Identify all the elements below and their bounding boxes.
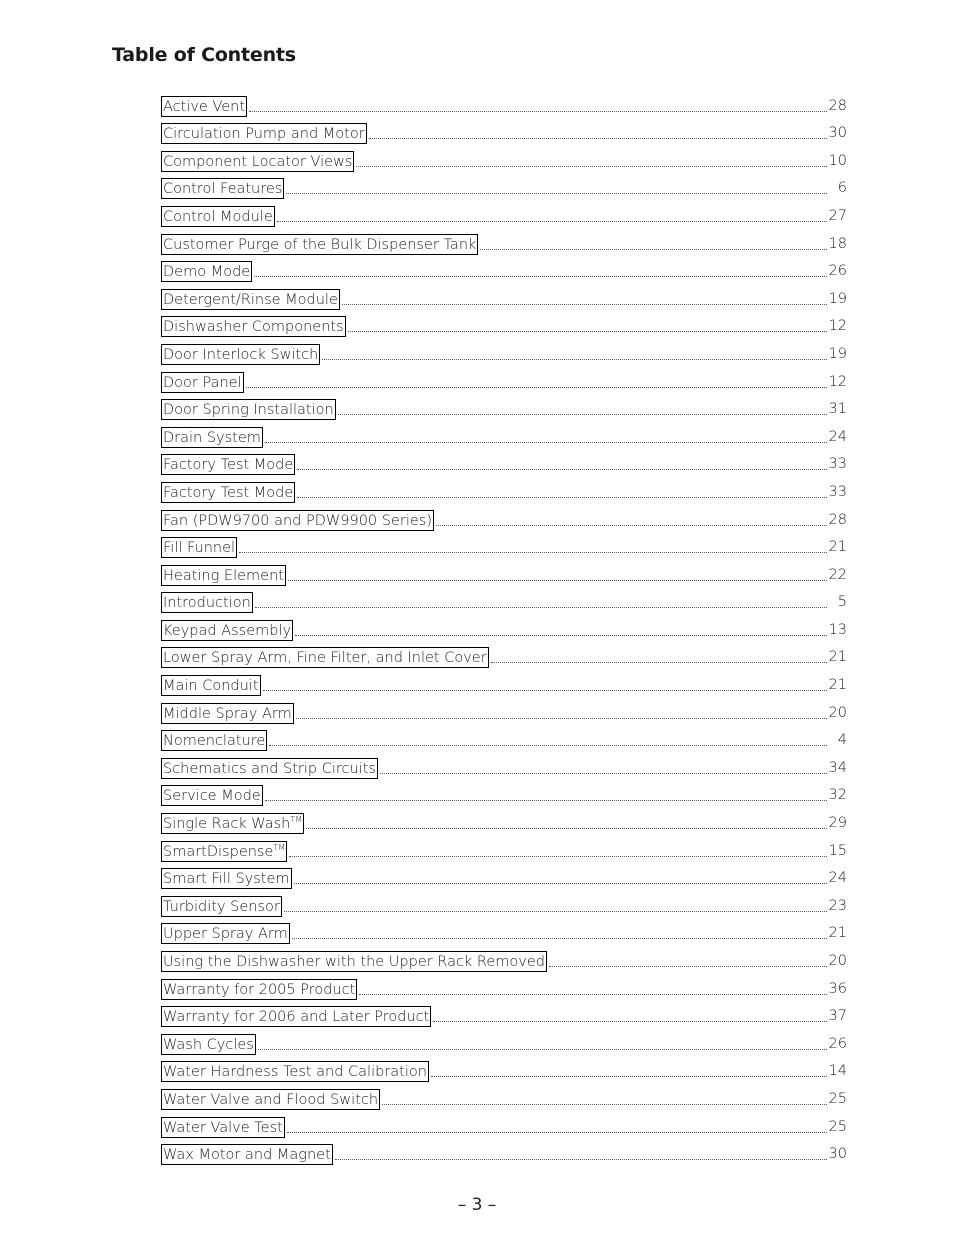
table-of-contents bbox=[161, 89, 847, 1165]
dot-leader bbox=[265, 799, 827, 801]
dot-leader bbox=[322, 358, 826, 360]
toc-entry bbox=[161, 531, 847, 559]
toc-entry-link[interactable] bbox=[161, 703, 294, 724]
toc-entry-label: Nomenclature bbox=[163, 733, 266, 750]
toc-entry-label: Keypad Assembly bbox=[163, 622, 292, 639]
toc-entry bbox=[161, 806, 847, 834]
toc-entry-label: Turbidity Sensor bbox=[163, 898, 280, 915]
dot-leader bbox=[286, 192, 827, 194]
toc-entry-label: Active Vent bbox=[163, 98, 246, 115]
dot-leader bbox=[277, 220, 827, 222]
toc-entry-page: 25 bbox=[828, 1118, 847, 1135]
toc-entry bbox=[161, 862, 847, 890]
toc-entry-link[interactable] bbox=[161, 399, 336, 420]
page-title: Table of Contents bbox=[112, 44, 296, 66]
toc-entry-label: Single Rack Wash bbox=[163, 816, 291, 833]
toc-entry-label: Upper Spray Arm bbox=[163, 926, 288, 943]
toc-entry bbox=[161, 282, 847, 310]
toc-entry-link[interactable] bbox=[161, 261, 252, 282]
toc-entry bbox=[161, 172, 847, 200]
dot-leader bbox=[549, 965, 827, 967]
toc-entry-label: Factory Test Mode bbox=[163, 484, 294, 501]
toc-entry-page: 20 bbox=[828, 704, 847, 721]
toc-entry-link[interactable] bbox=[161, 427, 263, 448]
dot-leader bbox=[297, 468, 826, 470]
toc-entry-page: 13 bbox=[828, 621, 847, 638]
toc-entry-label: Warranty for 2006 and Later Product bbox=[163, 1009, 430, 1026]
toc-entry-link[interactable] bbox=[161, 206, 275, 227]
dot-leader bbox=[289, 855, 826, 857]
toc-entry-link[interactable] bbox=[161, 372, 244, 393]
toc-entry bbox=[161, 558, 847, 586]
toc-entry-page: 27 bbox=[828, 207, 847, 224]
toc-entry-link[interactable] bbox=[161, 841, 287, 862]
toc-entry bbox=[161, 1027, 847, 1055]
toc-entry-page: 15 bbox=[828, 842, 847, 859]
dot-leader bbox=[254, 275, 826, 277]
toc-entry bbox=[161, 503, 847, 531]
toc-entry-link[interactable] bbox=[161, 758, 378, 779]
dot-leader bbox=[265, 441, 827, 443]
toc-entry-link[interactable] bbox=[161, 178, 284, 199]
toc-entry-label: Door Spring Installation bbox=[163, 402, 334, 419]
toc-entry-label: Door Interlock Switch bbox=[163, 346, 319, 363]
toc-entry-label: Dishwasher Components bbox=[163, 319, 344, 336]
toc-entry-page: 12 bbox=[828, 318, 847, 335]
toc-entry-label: Drain System bbox=[163, 429, 261, 446]
dot-leader bbox=[295, 634, 826, 636]
dot-leader bbox=[296, 717, 827, 719]
toc-entry-page: 28 bbox=[828, 511, 847, 528]
toc-entry-page: 24 bbox=[828, 870, 847, 887]
toc-entry bbox=[161, 420, 847, 448]
dot-leader bbox=[431, 1075, 827, 1077]
toc-entry-link[interactable] bbox=[161, 482, 295, 503]
toc-entry bbox=[161, 944, 847, 972]
toc-entry-link[interactable] bbox=[161, 868, 292, 889]
dot-leader bbox=[246, 386, 827, 388]
toc-entry bbox=[161, 613, 847, 641]
toc-entry bbox=[161, 1055, 847, 1083]
toc-entry-label: Factory Test Mode bbox=[163, 457, 294, 474]
dot-leader bbox=[292, 937, 827, 939]
toc-entry-label: Service Mode bbox=[163, 788, 261, 805]
toc-entry bbox=[161, 917, 847, 945]
toc-entry-page: 26 bbox=[828, 263, 847, 280]
dot-leader bbox=[480, 248, 826, 250]
toc-entry-page: 19 bbox=[828, 290, 847, 307]
toc-entry-link[interactable] bbox=[161, 1061, 429, 1082]
toc-entry-page: 6 bbox=[837, 180, 847, 197]
toc-entry bbox=[161, 696, 847, 724]
dot-leader bbox=[306, 827, 826, 829]
toc-entry bbox=[161, 834, 847, 862]
toc-entry-link[interactable] bbox=[161, 454, 295, 475]
toc-entry-page: 26 bbox=[828, 1035, 847, 1052]
toc-entry-link[interactable] bbox=[161, 730, 267, 751]
dot-leader bbox=[338, 413, 827, 415]
toc-entry-page: 20 bbox=[828, 953, 847, 969]
toc-entry-link[interactable] bbox=[161, 510, 434, 531]
toc-entry-page: 21 bbox=[828, 539, 847, 556]
dot-leader bbox=[284, 910, 827, 912]
toc-entry-label: SmartDispense bbox=[163, 843, 274, 860]
toc-entry-page: 30 bbox=[828, 125, 847, 142]
toc-entry-page: 28 bbox=[828, 97, 847, 114]
toc-entry-link[interactable] bbox=[161, 979, 357, 1000]
toc-entry-link[interactable] bbox=[161, 344, 320, 365]
dot-leader bbox=[491, 661, 827, 663]
toc-entry-page: 34 bbox=[828, 759, 847, 776]
toc-entry bbox=[161, 227, 847, 255]
page-number: – 3 – bbox=[457, 1195, 497, 1215]
dot-leader bbox=[288, 579, 827, 581]
dot-leader bbox=[382, 1103, 827, 1105]
toc-entry-link[interactable] bbox=[161, 565, 286, 586]
dot-leader bbox=[436, 524, 827, 526]
toc-entry-page: 21 bbox=[828, 925, 847, 942]
toc-entry-page: 22 bbox=[828, 566, 847, 583]
toc-entry-link[interactable] bbox=[161, 620, 293, 641]
toc-entry-page: 10 bbox=[828, 152, 847, 169]
toc-entry-page: 5 bbox=[837, 594, 847, 611]
toc-entry-link[interactable] bbox=[161, 592, 253, 613]
toc-entry-link[interactable] bbox=[161, 537, 237, 558]
dot-leader bbox=[359, 993, 826, 995]
toc-entry bbox=[161, 972, 847, 1000]
toc-entry bbox=[161, 310, 847, 338]
toc-entry-link[interactable] bbox=[161, 647, 489, 668]
toc-entry-page: 18 bbox=[828, 235, 847, 252]
toc-entry-label: Customer Purge of the Bulk Dispenser Tank bbox=[163, 236, 477, 253]
toc-entry bbox=[161, 144, 847, 172]
dot-leader bbox=[249, 110, 826, 112]
toc-entry bbox=[161, 751, 847, 779]
toc-entry-link[interactable] bbox=[161, 675, 261, 696]
toc-entry-link[interactable] bbox=[161, 813, 304, 834]
toc-entry-page: 37 bbox=[828, 1008, 847, 1025]
toc-entry-label: Water Valve Test bbox=[163, 1119, 283, 1136]
toc-entry-link[interactable] bbox=[161, 151, 354, 172]
toc-entry bbox=[161, 1082, 847, 1110]
toc-entry-label: Control Features bbox=[163, 181, 283, 198]
toc-entry-label: Warranty for 2005 Product bbox=[163, 981, 356, 998]
toc-entry-label: Circulation Pump and Motor bbox=[163, 126, 365, 143]
toc-entry-link[interactable] bbox=[161, 923, 290, 944]
toc-entry-link[interactable] bbox=[161, 123, 367, 144]
toc-entry-page: 24 bbox=[828, 428, 847, 445]
toc-entry-label: Wash Cycles bbox=[163, 1036, 254, 1053]
toc-entry-link[interactable] bbox=[161, 316, 346, 337]
toc-entry bbox=[161, 448, 847, 476]
toc-entry-label: Water Hardness Test and Calibration bbox=[163, 1064, 427, 1081]
toc-entry-page: 33 bbox=[828, 456, 847, 473]
toc-entry-label: Door Panel bbox=[163, 374, 242, 391]
toc-entry-page: 19 bbox=[828, 345, 847, 362]
dot-leader bbox=[269, 744, 827, 746]
toc-entry-page: 25 bbox=[828, 1090, 847, 1107]
trademark-mark: TM bbox=[290, 815, 303, 825]
dot-leader bbox=[255, 606, 827, 608]
toc-entry-page: 21 bbox=[828, 677, 847, 694]
toc-entry bbox=[161, 641, 847, 669]
toc-entry-page: 31 bbox=[828, 401, 847, 418]
toc-entry-page: 12 bbox=[828, 373, 847, 390]
toc-entry-label: Fan (PDW9700 and PDW9900 Series) bbox=[163, 512, 433, 529]
dot-leader bbox=[294, 882, 827, 884]
dot-leader bbox=[263, 689, 827, 691]
toc-entry-label: Demo Mode bbox=[163, 264, 251, 281]
toc-entry bbox=[161, 199, 847, 227]
toc-entry-label: Control Module bbox=[163, 208, 273, 225]
toc-entry-label: Fill Funnel bbox=[163, 540, 236, 557]
toc-entry bbox=[161, 1110, 847, 1138]
toc-entry-page: 14 bbox=[828, 1063, 847, 1080]
toc-entry-label: Smart Fill System bbox=[163, 871, 290, 888]
toc-entry-label: Using the Dishwasher with the Upper Rack Removed bbox=[163, 954, 545, 970]
toc-entry-page: 30 bbox=[828, 1146, 847, 1163]
toc-entry-page: 33 bbox=[828, 483, 847, 500]
toc-entry bbox=[161, 337, 847, 365]
toc-entry-page: 4 bbox=[837, 732, 847, 749]
toc-entry-label: Component Locator Views bbox=[163, 153, 353, 170]
toc-entry-page: 21 bbox=[828, 649, 847, 666]
dot-leader bbox=[287, 1131, 827, 1133]
toc-entry-label: Wax Motor and Magnet bbox=[163, 1147, 331, 1164]
toc-entry bbox=[161, 668, 847, 696]
toc-entry bbox=[161, 889, 847, 917]
toc-entry bbox=[161, 117, 847, 145]
toc-entry-page: 36 bbox=[828, 980, 847, 997]
toc-entry-link[interactable] bbox=[161, 1006, 431, 1027]
toc-entry-link[interactable] bbox=[161, 234, 478, 255]
dot-leader bbox=[433, 1020, 826, 1022]
toc-entry-label: Introduction bbox=[163, 595, 251, 612]
toc-entry-label: Main Conduit bbox=[163, 678, 259, 695]
dot-leader bbox=[348, 330, 827, 332]
toc-entry-page: 23 bbox=[828, 897, 847, 914]
toc-entry bbox=[161, 475, 847, 503]
toc-entry-link[interactable] bbox=[161, 896, 282, 917]
toc-entry bbox=[161, 89, 847, 117]
dot-leader bbox=[239, 551, 827, 553]
toc-entry-link[interactable] bbox=[161, 785, 263, 806]
dot-leader bbox=[342, 303, 827, 305]
toc-entry-link[interactable] bbox=[161, 289, 340, 310]
dot-leader bbox=[369, 137, 827, 139]
toc-entry-label: Lower Spray Arm, Fine Filter, and Inlet Cover bbox=[163, 650, 487, 667]
toc-entry-label: Schematics and Strip Circuits bbox=[163, 760, 376, 777]
toc-entry bbox=[161, 1000, 847, 1028]
toc-entry-link[interactable] bbox=[161, 951, 547, 972]
trademark-mark: TM bbox=[273, 842, 286, 852]
toc-entry-link[interactable] bbox=[161, 1034, 256, 1055]
toc-entry-label: Detergent/Rinse Module bbox=[163, 291, 338, 308]
toc-entry-page: 29 bbox=[828, 815, 847, 832]
toc-entry bbox=[161, 779, 847, 807]
toc-entry-link[interactable] bbox=[161, 1117, 285, 1138]
toc-entry bbox=[161, 255, 847, 283]
toc-entry-link[interactable] bbox=[161, 1089, 380, 1110]
dot-leader bbox=[258, 1048, 827, 1050]
dot-leader bbox=[297, 496, 826, 498]
dot-leader bbox=[335, 1158, 827, 1160]
toc-entry-link[interactable] bbox=[161, 1144, 333, 1165]
toc-entry-page: 32 bbox=[828, 787, 847, 804]
toc-entry bbox=[161, 586, 847, 614]
toc-entry bbox=[161, 365, 847, 393]
toc-entry bbox=[161, 1138, 847, 1166]
toc-entry-link[interactable] bbox=[161, 96, 247, 117]
toc-entry-label: Middle Spray Arm bbox=[163, 705, 292, 722]
toc-entry-label: Heating Element bbox=[163, 567, 284, 584]
toc-entry bbox=[161, 393, 847, 421]
toc-entry bbox=[161, 724, 847, 752]
dot-leader bbox=[380, 772, 827, 774]
toc-entry-label: Water Valve and Flood Switch bbox=[163, 1091, 379, 1108]
dot-leader bbox=[356, 165, 826, 167]
